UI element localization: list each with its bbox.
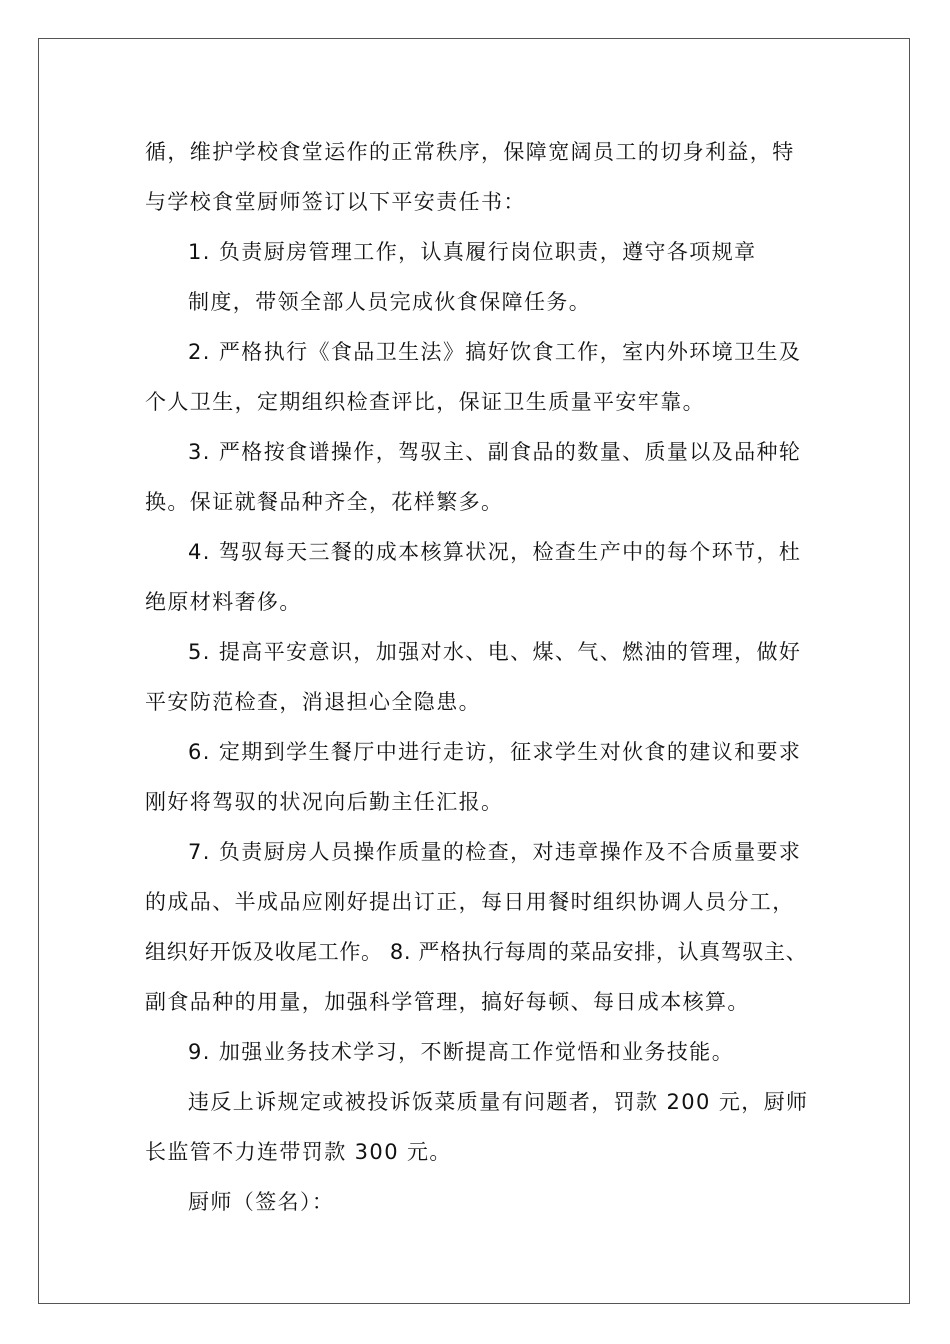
text-line-14: 刚好将驾驭的状况向后勤主任汇报。: [145, 790, 504, 814]
text-line-5: 2. 严格执行《食品卫生法》搞好饮食工作，室内外环境卫生及: [188, 340, 802, 364]
signature-label: 厨师（签名）：: [188, 1190, 335, 1214]
text-line-4: 制度，带领全部人员完成伙食保障任务。: [188, 290, 592, 314]
text-line-17: 组织好开饭及收尾工作。 8. 严格执行每周的菜品安排，认真驾驭主、: [145, 940, 808, 964]
text-line-8: 换。保证就餐品种齐全，花样繁多。: [145, 490, 504, 514]
text-line-13: 6. 定期到学生餐厅中进行走访，征求学生对伙食的建议和要求: [188, 740, 802, 764]
text-line-2: 与学校食堂厨师签订以下平安责任书：: [145, 190, 526, 214]
text-line-3: 1. 负责厨房管理工作，认真履行岗位职责，遵守各项规章: [188, 240, 757, 264]
text-line-7: 3. 严格按食谱操作，驾驭主、副食品的数量、质量以及品种轮: [188, 440, 802, 464]
text-line-12: 平安防范检查，消退担心全隐患。: [145, 690, 481, 714]
text-line-15: 7. 负责厨房人员操作质量的检查，对违章操作及不合质量要求: [188, 840, 802, 864]
text-line-9: 4. 驾驭每天三餐的成本核算状况，检查生产中的每个环节，杜: [188, 540, 802, 564]
text-line-1: 循，维护学校食堂运作的正常秩序，保障宽阔员工的切身利益，特: [145, 140, 795, 164]
text-line-18: 副食品种的用量，加强科学管理，搞好每顿、每日成本核算。: [145, 990, 750, 1014]
text-line-11: 5. 提高平安意识，加强对水、电、煤、气、燃油的管理，做好: [188, 640, 802, 664]
text-line-10: 绝原材料奢侈。: [145, 590, 302, 614]
text-line-20: 违反上诉规定或被投诉饭菜质量有问题者，罚款 200 元，厨师: [188, 1090, 809, 1114]
text-line-19: 9. 加强业务技术学习，不断提高工作觉悟和业务技能。: [188, 1040, 735, 1064]
text-line-6: 个人卫生，定期组织检查评比，保证卫生质量平安牢靠。: [145, 390, 705, 414]
text-line-21: 长监管不力连带罚款 300 元。: [145, 1140, 452, 1164]
text-line-16: 的成品、半成品应刚好提出订正，每日用餐时组织协调人员分工，: [145, 890, 795, 914]
